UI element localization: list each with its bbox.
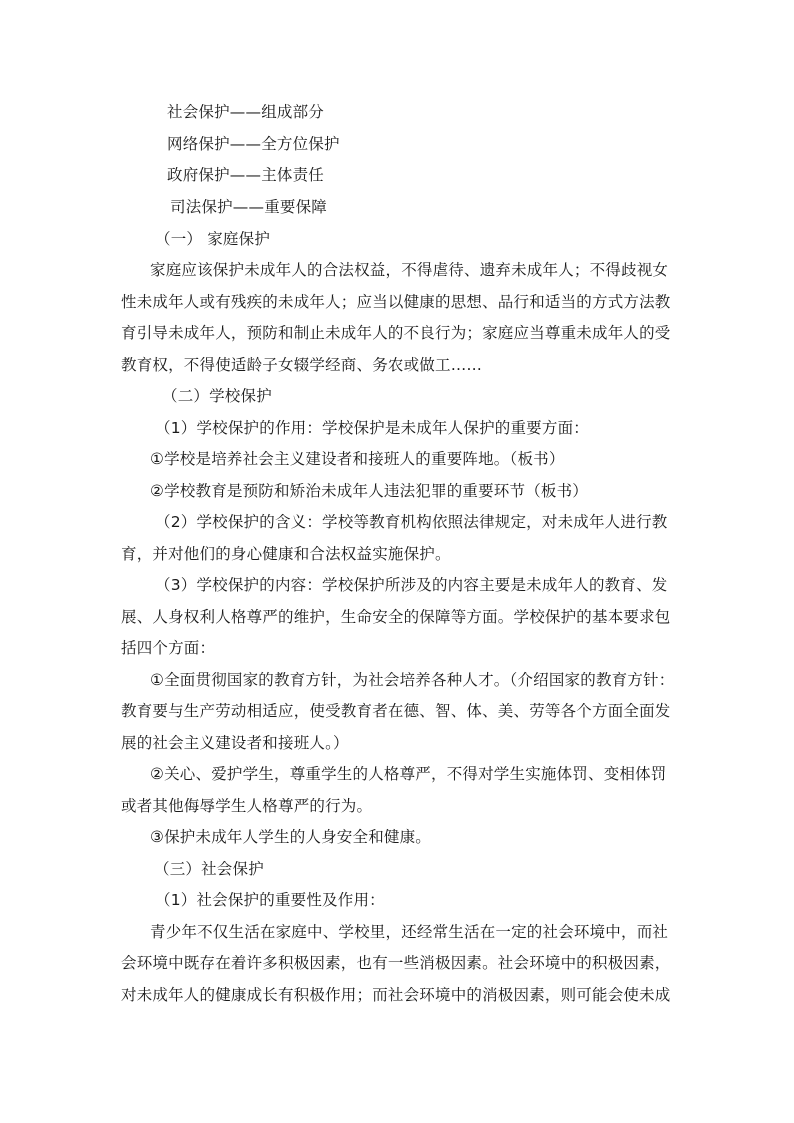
paragraph-line: 青少年不仅生活在家庭中、学校里，还经常生活在一定的社会环境中，而社 <box>150 923 669 941</box>
list-item-network: 网络保护——全方位保护 <box>167 135 340 153</box>
list-item-government: 政府保护——主体责任 <box>167 166 325 184</box>
paragraph-line: 育引导未成年人，预防和制止未成年人的不良行为；家庭应当尊重未成年人的受 <box>121 324 671 342</box>
paragraph-line: 会环境中既存在着许多积极因素，也有一些消极因素。社会环境中的积极因素， <box>121 954 671 972</box>
paragraph-line: ①学校是培养社会主义建设者和接班人的重要阵地。（板书） <box>150 450 565 468</box>
paragraph-line: ①全面贯彻国家的教育方针，为社会培养各种人才。（介绍国家的教育方针： <box>150 671 675 689</box>
paragraph-line: 性未成年人或有残疾的未成年人；应当以健康的思想、品行和适当的方式方法教 <box>121 293 671 311</box>
paragraph-line: 对未成年人的健康成长有积极作用；而社会环境中的消极因素，则可能会使未成 <box>121 986 671 1004</box>
paragraph-line: （2）学校保护的含义：学校等教育机构依照法律规定，对未成年人进行教 <box>155 513 668 531</box>
paragraph-line: 教育要与生产劳动相适应，使受教育者在德、智、体、美、劳等各个方面全面发 <box>121 702 671 720</box>
paragraph-line: 展的社会主义建设者和接班人。） <box>121 734 349 752</box>
paragraph-line: ③保护未成年人学生的人身安全和健康。 <box>150 828 431 846</box>
paragraph-line: 育，并对他们的身心健康和合法权益实施保护。 <box>121 545 451 563</box>
paragraph-line: （1）社会保护的重要性及作用： <box>155 891 385 909</box>
heading-school-protection: （二）学校保护 <box>162 387 272 405</box>
paragraph-line: 括四个方面： <box>121 639 216 657</box>
paragraph-line: 展、人身权利人格尊严的维护，生命安全的保障等方面。学校保护的基本要求包 <box>121 608 671 626</box>
paragraph-line: ②关心、爱护学生，尊重学生的人格尊严，不得对学生实施体罚、变相体罚 <box>150 765 667 783</box>
paragraph-line: ②学校教育是预防和矫治未成年人违法犯罪的重要环节（板书） <box>150 482 588 500</box>
paragraph-line: （1）学校保护的作用：学校保护是未成年人保护的重要方面： <box>155 419 589 437</box>
paragraph-line: 家庭应该保护未成年人的合法权益，不得虐待、遗弃未成年人；不得歧视女 <box>150 261 669 279</box>
list-item-social: 社会保护——组成部分 <box>167 103 325 121</box>
paragraph-line: 教育权，不得使适龄子女辍学经商、务农或做工…… <box>121 356 483 374</box>
paragraph-line: （3）学校保护的内容：学校保护所涉及的内容主要是未成年人的教育、发 <box>155 576 668 594</box>
list-item-judicial: 司法保护——重要保障 <box>170 198 328 216</box>
paragraph-line: 或者其他侮辱学生人格尊严的行为。 <box>121 797 373 815</box>
heading-family-protection: （一） 家庭保护 <box>155 230 271 248</box>
heading-society-protection: （三）社会保护 <box>154 860 264 878</box>
